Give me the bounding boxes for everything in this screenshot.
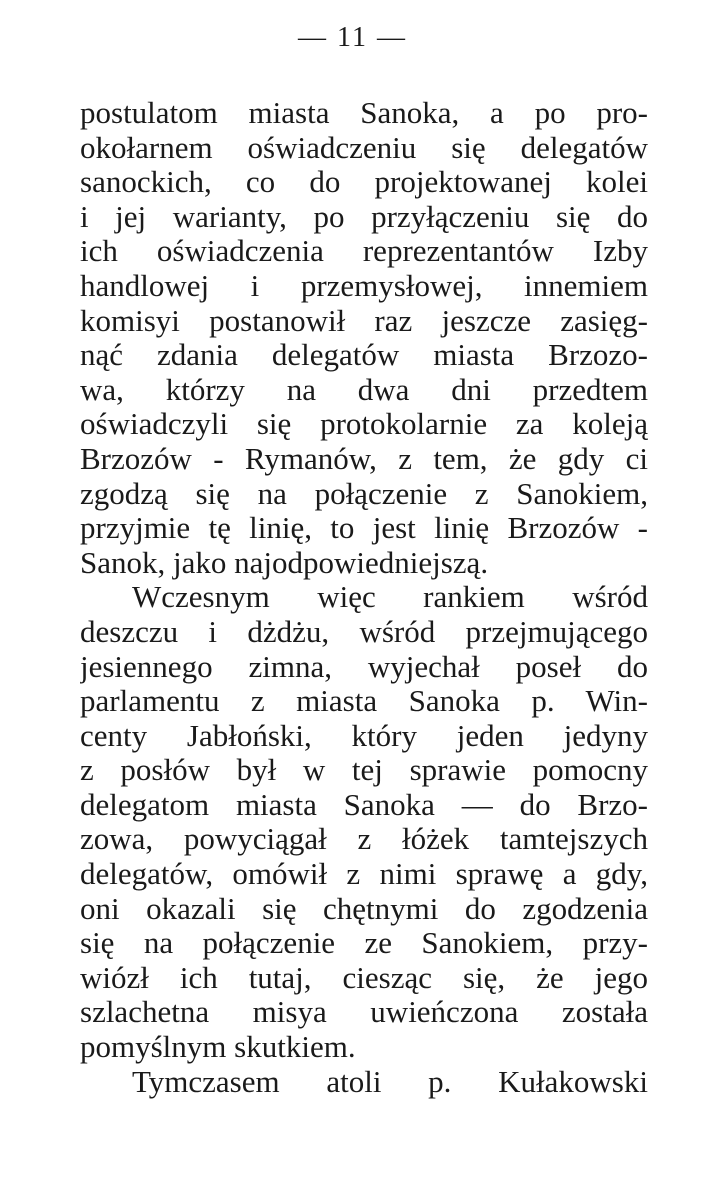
text-line: ich oświadczenia reprezentantów Izby	[80, 234, 648, 269]
text-line: zgodzą się na połączenie z Sanokiem,	[80, 476, 648, 511]
text-line: oświadczyli się protokolarnie za koleją	[80, 407, 648, 442]
text-line: delegatów, omówił z nimi sprawę a gdy,	[80, 857, 648, 892]
text-line: komisyi postanowił raz jeszcze zasięg-	[80, 303, 648, 338]
text-line: wiózł ich tutaj, ciesząc się, że jego	[80, 960, 648, 995]
text-line: się na połączenie ze Sanokiem, przy-	[80, 926, 648, 961]
text-line: zowa, powyciągał z łóżek tamtejszych	[80, 822, 648, 857]
text-line: Brzozów - Rymanów, z tem, że gdy ci	[80, 441, 648, 476]
text-line: i jej warianty, po przyłączeniu się do	[80, 199, 648, 234]
text-line: handlowej i przemysłowej, innemiem	[80, 268, 648, 303]
text-line: deszczu i dżdżu, wśród przejmującego	[80, 614, 648, 649]
text-line: szlachetna misya uwieńczona została	[80, 995, 648, 1030]
text-line: nąć zdania delegatów miasta Brzozo-	[80, 338, 648, 373]
text-line: wa, którzy na dwa dni przedtem	[80, 372, 648, 407]
text-line: z posłów był w tej sprawie pomocny	[80, 753, 648, 788]
text-line: Wczesnym więc rankiem wśród	[132, 580, 648, 615]
text-line: jesiennego zimna, wyjechał poseł do	[80, 649, 648, 684]
text-line: Tymczasem atoli p. Kułakowski	[132, 1064, 648, 1099]
text-line: parlamentu z miasta Sanoka p. Win-	[80, 684, 648, 719]
text-line: pomyślnym skutkiem.	[80, 1030, 356, 1065]
text-line: przyjmie tę linię, to jest linię Brzozów -	[80, 511, 648, 546]
text-line: delegatom miasta Sanoka — do Brzo-	[80, 787, 648, 822]
text-line: sanockich, co do projektowanej kolei	[80, 165, 648, 200]
body-text	[80, 96, 648, 1099]
text-line: centy Jabłoński, który jeden jedyny	[80, 718, 648, 753]
text-line: Sanok, jako najodpowiedniejszą.	[80, 545, 489, 580]
text-line: okołarnem oświadczeniu się delegatów	[80, 130, 648, 165]
page-number: — 11 —	[298, 22, 407, 53]
text-line: oni okazali się chętnymi do zgodzenia	[80, 891, 648, 926]
text-line: postulatom miasta Sanoka, a po pro-	[80, 96, 648, 130]
